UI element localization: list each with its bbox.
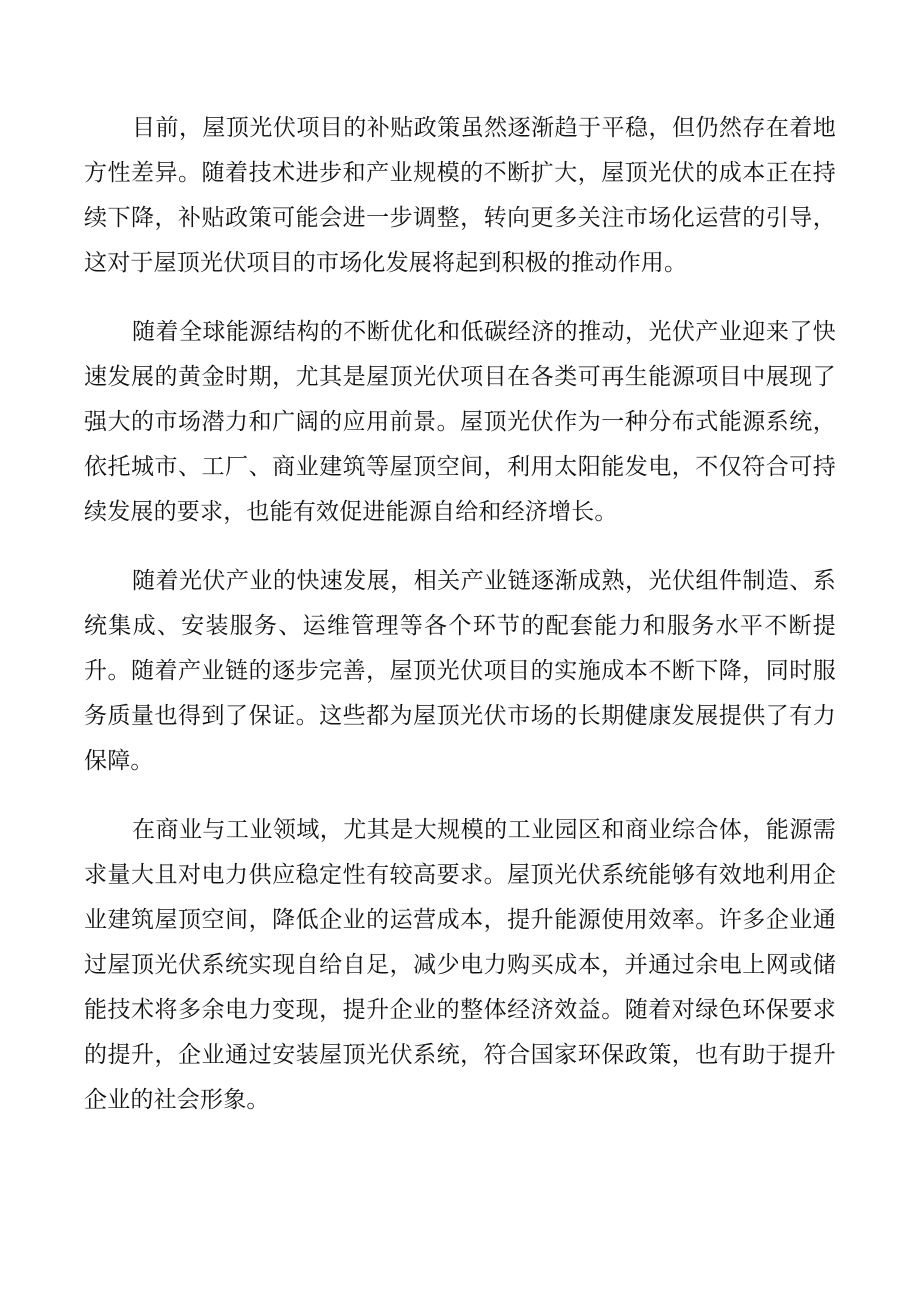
paragraph-supply-chain: 随着光伏产业的快速发展，相关产业链逐渐成熟，光伏组件制造、系统集成、安装服务、运维管理等各个环节的配套能力和服务水平不断提升。随着产业链的逐步完善，屋顶光伏项目的实施成本不断下降，同时服务质量也得到了保证。这些都为屋顶光伏市场的长期健康发展提供了有力保障。 — [84, 568, 836, 774]
paragraph-industry-growth: 随着全球能源结构的不断优化和低碳经济的推动，光伏产业迎来了快速发展的黄金时期，尤其是屋顶光伏项目在各类可再生能源项目中展现了强大的市场潜力和广阔的应用前景。屋顶光伏作为一种分布式能源系统，依托城市、工厂、商业建筑等屋顶空间，利用太阳能发电，不仅符合可持续发展的要求，也能有效促进能源自给和经济增长。 — [84, 319, 836, 525]
paragraph-commercial-industrial: 在商业与工业领域，尤其是大规模的工业园区和商业综合体，能源需求量大且对电力供应稳定性有较高要求。屋顶光伏系统能够有效地利用企业建筑屋顶空间，降低企业的运营成本，提升能源使用效率。许多企业通过屋顶光伏系统实现自给自足，减少电力购买成本，并通过余电上网或储能技术将多余电力变现，提升企业的整体经济效益。随着对绿色环保要求的提升，企业通过安装屋顶光伏系统，符合国家环保政策，也有助于提升企业的社会形象。 — [84, 817, 836, 1113]
document-body — [84, 106, 836, 1123]
paragraph-subsidy-policy: 目前，屋顶光伏项目的补贴政策虽然逐渐趋于平稳，但仍然存在着地方性差异。随着技术进步和产业规模的不断扩大，屋顶光伏的成本正在持续下降，补贴政策可能会进一步调整，转向更多关注市场化运营的引导，这对于屋顶光伏项目的市场化发展将起到积极的推动作用。 — [84, 115, 836, 276]
